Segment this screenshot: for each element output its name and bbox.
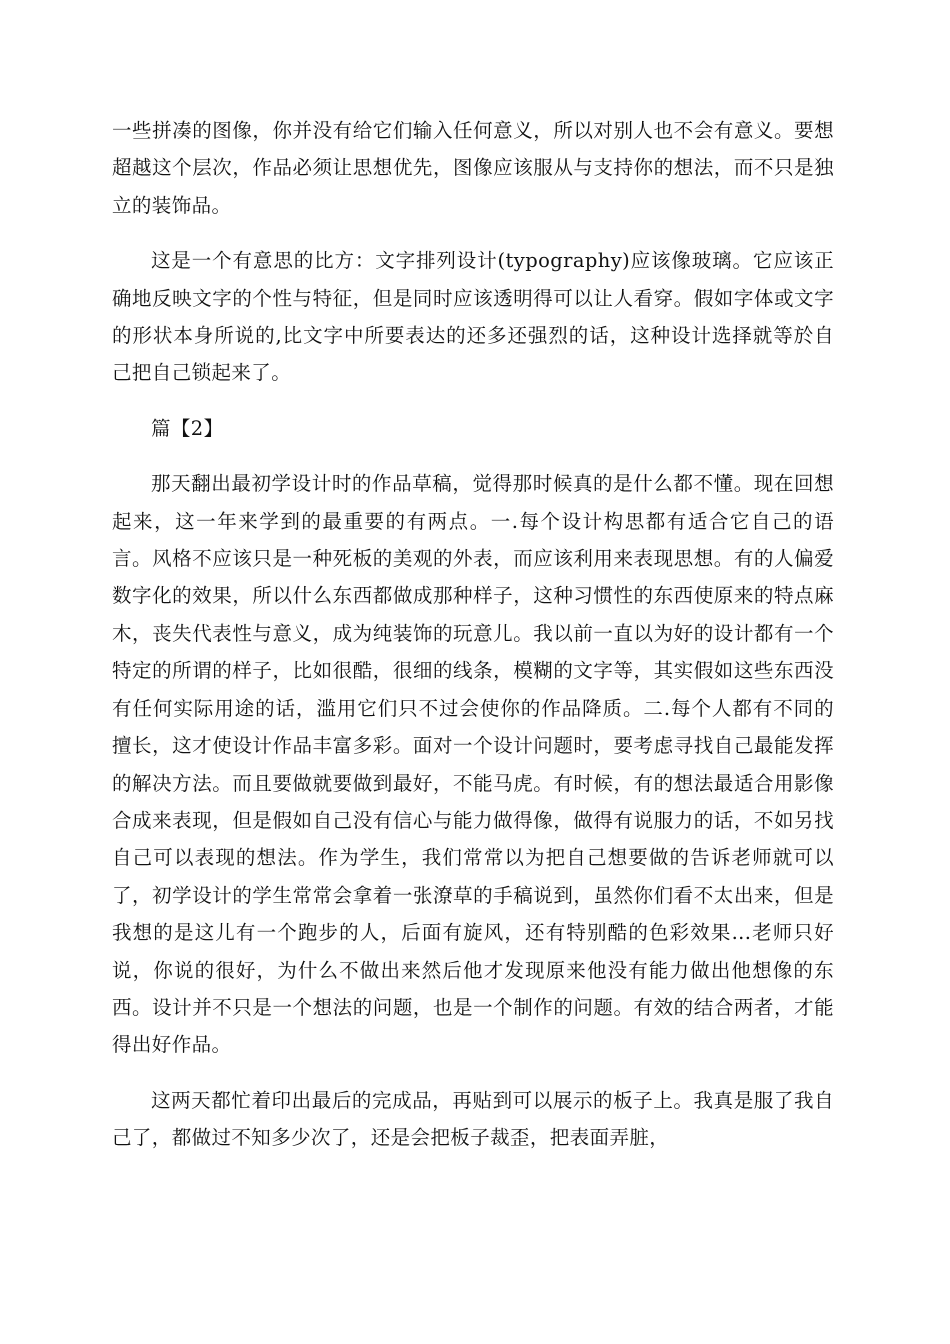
document-page <box>112 112 834 1157</box>
paragraph-1: 一些拼凑的图像，你并没有给它们输入任何意义，所以对别人也不会有意义。要想超越这个层次，作品必须让思想优先，图像应该服从与支持你的想法，而不只是独立的装饰品。 <box>112 119 834 217</box>
paragraph-2: 这是一个有意思的比方：文字排列设计(typography)应该像玻璃。它应该正确地反映文字的个性与特征，但是同时应该透明得可以让人看穿。假如字体或文字的形状本身所说的,比文字中所要表达的还多还强烈的话，这种设计选择就等於自己把自己锁起来了。 <box>112 249 834 385</box>
paragraph-3: 那天翻出最初学设计时的作品草稿，觉得那时候真的是什么都不懂。现在回想起来，这一年来学到的最重要的有两点。一.每个设计构思都有适合它自己的语言。风格不应该只是一种死板的美观的外表，而应该利用来表现思想。有的人偏爱数字化的效果，所以什么东西都做成那种样子，这种习惯性的东西使原来的特点麻木，丧失代表性与意义，成为纯装饰的玩意儿。我以前一直以为好的设计都有一个特定的所谓的样子，比如很酷，很细的线条，模糊的文字等，其实假如这些东西没有任何实际用途的话，滥用它们只不过会使你的作品降质。二.每个人都有不同的擅长，这才使设计作品丰富多彩。面对一个设计问题时，要考虑寻找自己最能发挥的解决方法。而且要做就要做到最好，不能马虎。有时候，有的想法最适合用影像合成来表现，但是假如自己没有信心与能力做得像，做得有说服力的话，不如另找自己可以表现的想法。作为学生，我们常常以为把自己想要做的告诉老师就可以了，初学设计的学生常常会拿着一张潦草的手稿说到，虽然你们看不太出来，但是我想的是这儿有一个跑步的人，后面有旋风，还有特别酷的色彩效果...老师只好说，你说的很好，为什么不做出来然后他才发现原来他没有能力做出他想像的东西。设计并不只是一个想法的问题，也是一个制作的问题。有效的结合两者，才能得出好作品。 <box>112 472 834 1057</box>
paragraph-4: 这两天都忙着印出最后的完成品，再贴到可以展示的板子上。我真是服了我自己了，都做过不知多少次了，还是会把板子裁歪，把表面弄脏， <box>112 1088 834 1150</box>
section-heading: 篇【2】 <box>151 416 224 440</box>
